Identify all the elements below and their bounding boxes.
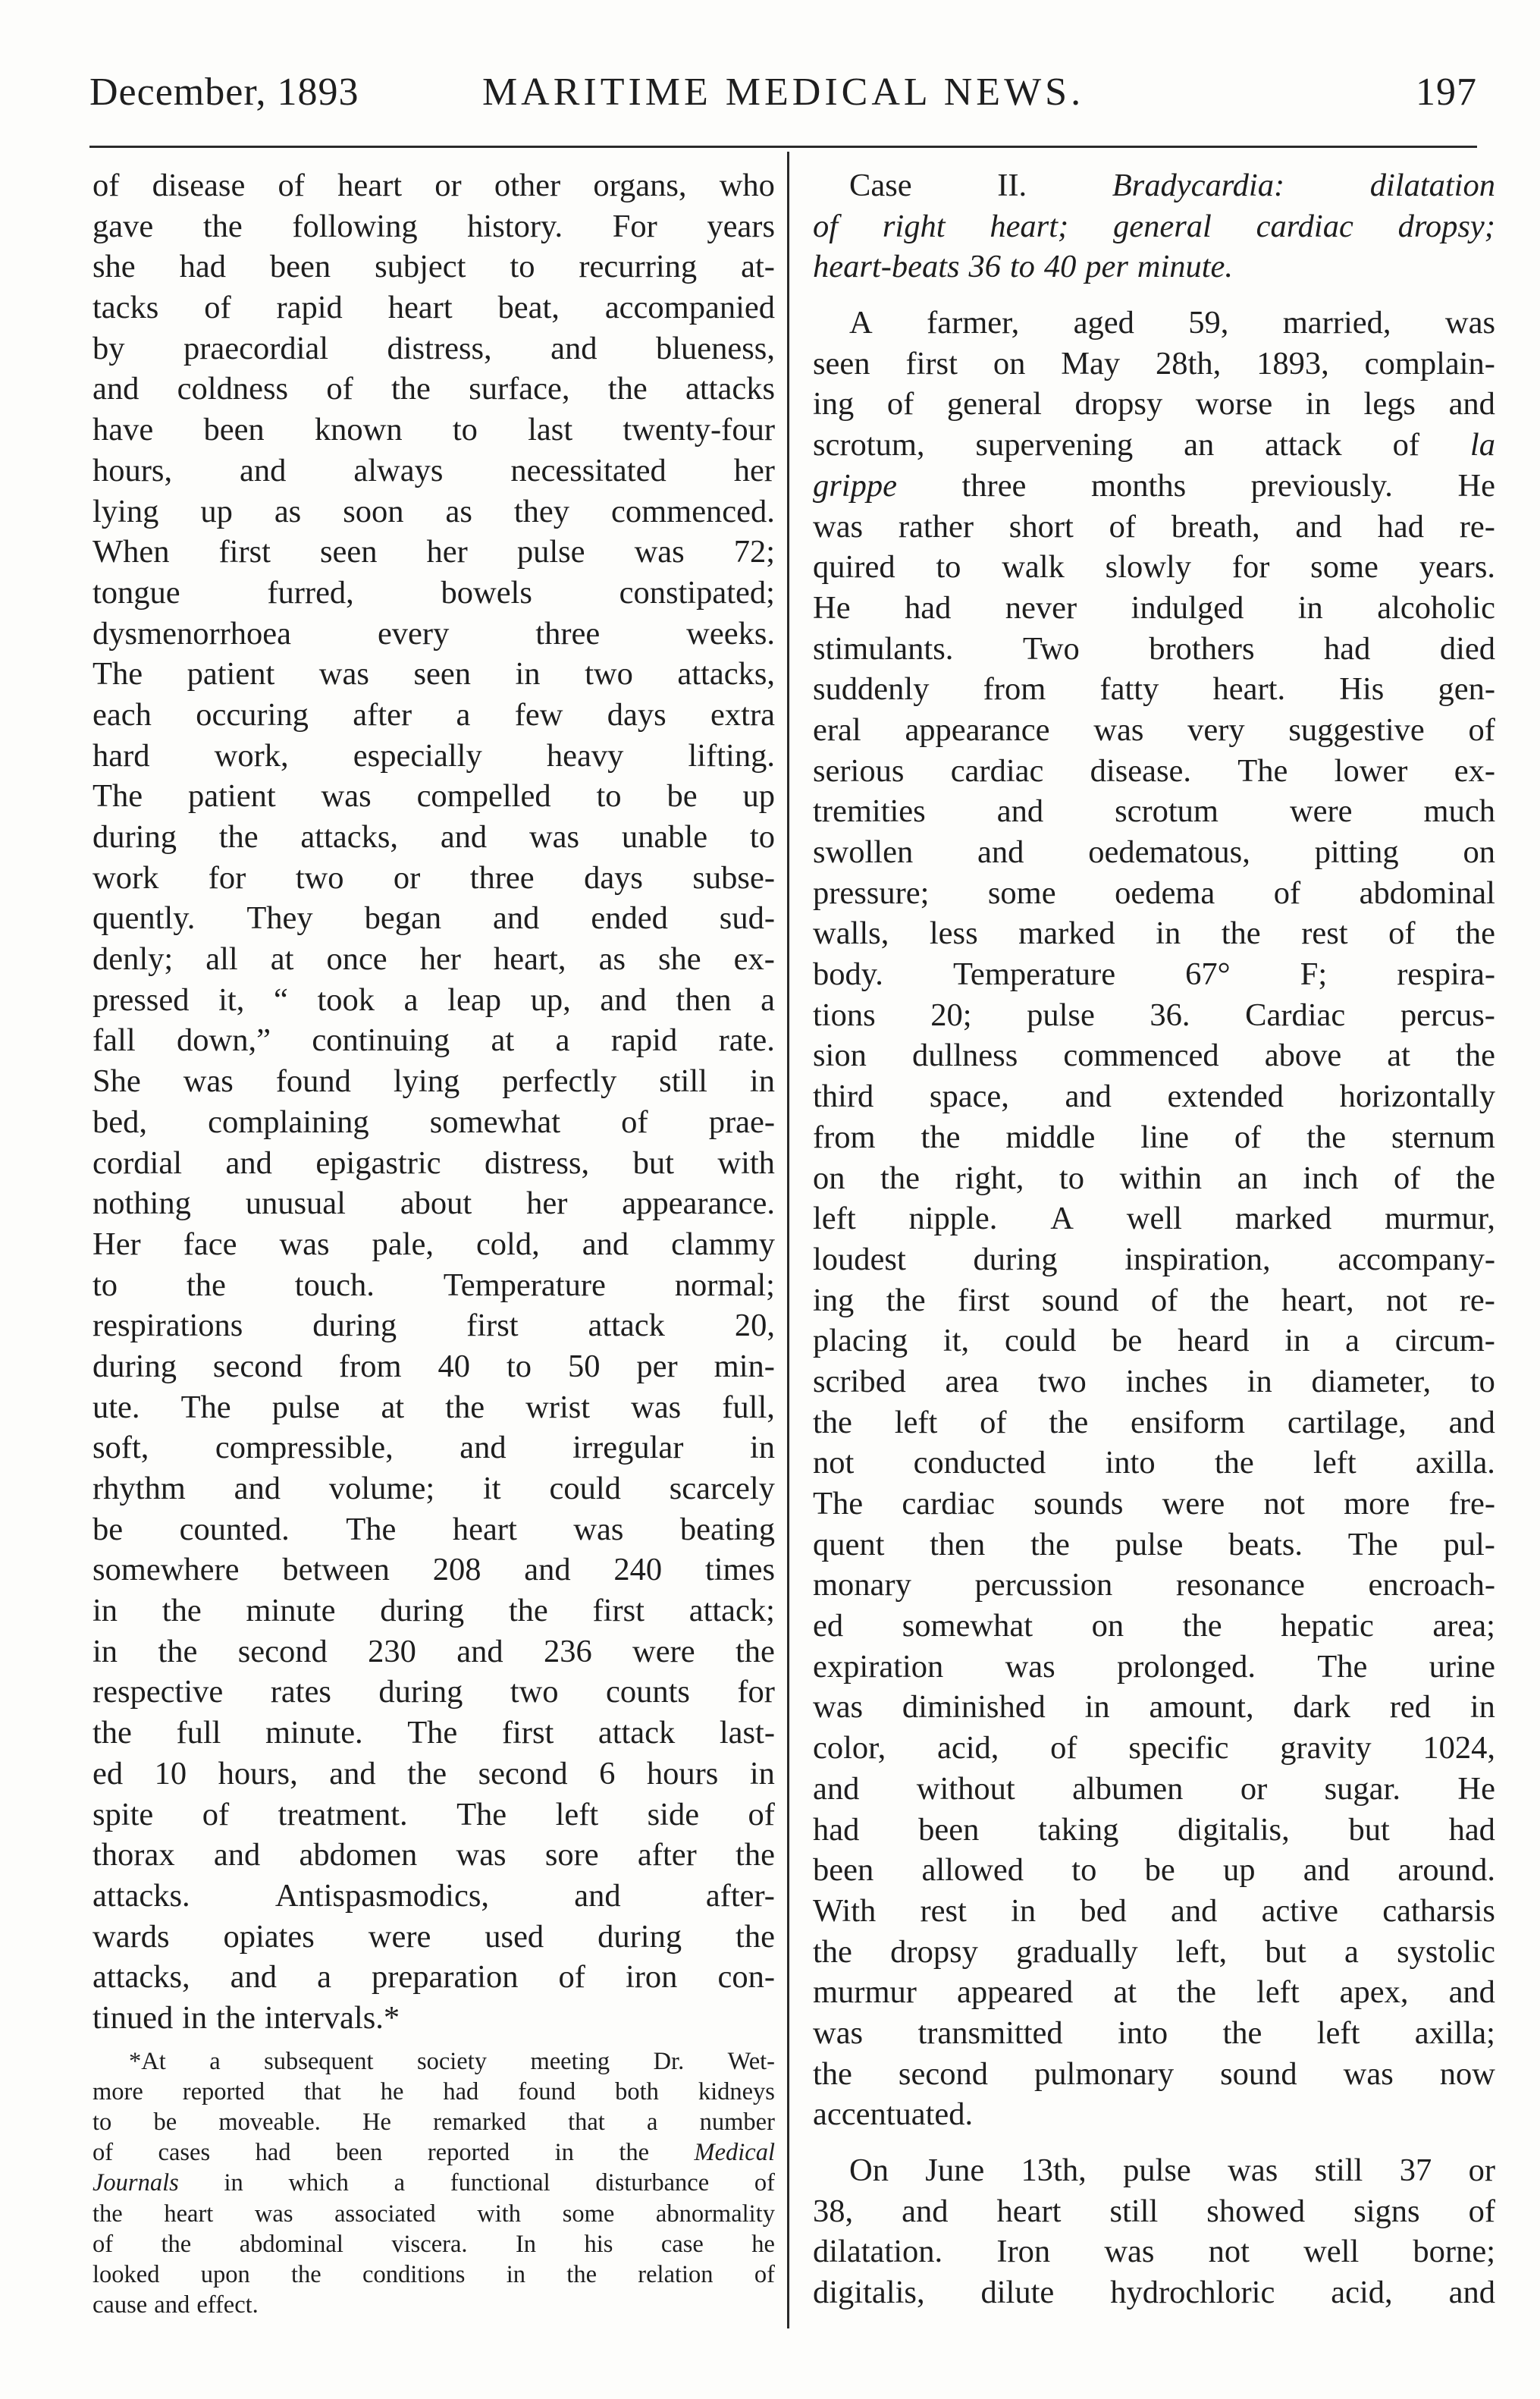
footnote-line: of the abdominal viscera. In his case he [93, 2230, 775, 2258]
body-line: the left of the ensiform cartilage, and [813, 1404, 1495, 1440]
body-line: third space, and extended horizontally [813, 1079, 1495, 1115]
spacer [813, 2135, 1495, 2150]
body-line: nothing unusual about her appearance. [93, 1185, 775, 1222]
footnote [93, 2046, 775, 2321]
body-line: suddenly from fatty heart. His gen- [813, 671, 1495, 708]
left-column [93, 165, 775, 2320]
body-line: rhythm and volume; it could scarcely [93, 1471, 775, 1506]
body-line: The patient was seen in two attacks, [93, 656, 775, 692]
body-line: digitalis, dilute hydrochloric acid, and [813, 2275, 1495, 2311]
body-line: denly; all at once her heart, as she ex- [93, 941, 775, 978]
body-line: each occuring after a few days extra [93, 696, 775, 733]
body-line: With rest in bed and active catharsis [813, 1892, 1495, 1929]
body-line: tremities and scrotum were much [813, 793, 1495, 830]
body-line: the second pulmonary sound was now [813, 2055, 1495, 2092]
body-line: of disease of heart or other organs, who [93, 168, 775, 203]
body-line: work for two or three days subse- [93, 859, 775, 896]
body-line: serious cardiac disease. The lower ex- [813, 752, 1495, 789]
footnote-line: more reported that he had found both kidneys [93, 2077, 775, 2105]
body-line: wards opiates were used during the [93, 1918, 775, 1955]
body-line: was transmitted into the left axilla; [813, 2014, 1495, 2051]
body-line: attacks, and a preparation of iron con- [93, 1959, 775, 1996]
page-number: 197 [1416, 71, 1477, 114]
body-line: He had never indulged in alcoholic [813, 589, 1495, 626]
body-line: The cardiac sounds were not more fre- [813, 1486, 1495, 1521]
issue-date: December, 1893 [89, 71, 359, 114]
body-line: have been known to last twenty-four [93, 412, 775, 448]
column-divider [787, 152, 789, 2328]
body-line: gave the following history. For years [93, 208, 775, 244]
header-rule [89, 146, 1477, 148]
body-line: When first seen her pulse was 72; [93, 534, 775, 570]
journal-title: MARITIME MEDICAL NEWS. [481, 71, 1085, 114]
body-line: bed, complaining somewhat of prae- [93, 1104, 775, 1140]
running-header [89, 70, 1477, 123]
body-line: tacks of rapid heart beat, accompanied [93, 290, 775, 326]
body-line: by praecordial distress, and blueness, [93, 330, 775, 366]
body-line: respective rates during two counts for [93, 1674, 775, 1710]
body-line: tinued in the intervals.* [93, 1999, 400, 2036]
body-line: A farmer, aged 59, married, was [849, 305, 1495, 341]
body-line: ed 10 hours, and the second 6 hours in [93, 1755, 775, 1791]
body-line: lying up as soon as they commenced. [93, 493, 775, 529]
body-line: fall down,” continuing at a rapid rate. [93, 1022, 775, 1059]
body-line: tions 20; pulse 36. Cardiac percus- [813, 997, 1495, 1033]
body-line: 38, and heart still showed signs of [813, 2193, 1495, 2229]
body-line: accentuated. [813, 2096, 974, 2133]
body-line: spite of treatment. The left side of [93, 1796, 775, 1832]
body-line: swollen and oedematous, pitting on [813, 834, 1495, 870]
body-line: tongue furred, bowels constipated; [93, 574, 775, 611]
footnote-line: *At a subsequent society meeting Dr. Wet- [129, 2047, 775, 2075]
body-line: in the second 230 and 236 were the [93, 1633, 775, 1669]
body-line: loudest during inspiration, accompany- [813, 1241, 1495, 1277]
body-line: ing the first sound of the heart, not re- [813, 1282, 1495, 1318]
case-paragraph-1 [813, 303, 1495, 2135]
body-line: from the middle line of the sternum [813, 1119, 1495, 1155]
body-line: quent then the pulse beats. The pul- [813, 1526, 1495, 1562]
body-line: the full minute. The first attack last- [93, 1715, 775, 1751]
body-line: grippe three months previously. He [813, 467, 1495, 504]
body-line: eral appearance was very suggestive of [813, 711, 1495, 748]
body-line: she had been subject to recurring at- [93, 249, 775, 285]
case-paragraph-2 [813, 2150, 1495, 2313]
body-line: hours, and always necessitated her [93, 452, 775, 488]
body-line: expiration was prolonged. The urine [813, 1648, 1495, 1685]
heading-line: of right heart; general cardiac dropsy; [813, 208, 1495, 244]
body-line: and without albumen or sugar. He [813, 1770, 1495, 1807]
body-line: quired to walk slowly for some years. [813, 549, 1495, 586]
footnote-line: to be moveable. He remarked that a number [93, 2109, 775, 2136]
body-line: be counted. The heart was beating [93, 1511, 775, 1547]
body-line: scrotum, supervening an attack of la [813, 427, 1495, 463]
body-line: placing it, could be heard in a circum- [813, 1323, 1495, 1359]
case-heading [813, 165, 1495, 287]
body-line: scribed area two inches in diameter, to [813, 1363, 1495, 1399]
body-line: somewhere between 208 and 240 times [93, 1552, 775, 1588]
left-column-body [93, 165, 775, 2039]
body-line: during second from 40 to 50 per min- [93, 1348, 775, 1384]
body-line: left nipple. A well marked murmur, [813, 1201, 1495, 1237]
body-line: and coldness of the surface, the attacks [93, 371, 775, 407]
body-line: attacks. Antispasmodics, and after- [93, 1877, 775, 1914]
footnote-line: of cases had been reported in the Medical [93, 2139, 775, 2167]
body-line: murmur appeared at the left apex, and [813, 1974, 1495, 2011]
heading-line: heart-beats 36 to 40 per minute. [813, 249, 1234, 285]
body-line: On June 13th, pulse was still 37 or [849, 2153, 1495, 2188]
footnote-line: the heart was associated with some abnormality [93, 2200, 775, 2228]
body-line: been allowed to be up and around. [813, 1852, 1495, 1889]
body-line: walls, less marked in the rest of the [813, 915, 1495, 952]
body-line: dilatation. Iron was not well borne; [813, 2234, 1495, 2270]
body-line: during the attacks, and was unable to [93, 819, 775, 855]
body-line: to the touch. Temperature normal; [93, 1267, 775, 1303]
body-line: cordial and epigastric distress, but with [93, 1145, 775, 1181]
body-line: ed somewhat on the hepatic area; [813, 1608, 1495, 1644]
footnote-line: cause and effect. [93, 2291, 259, 2319]
body-line: in the minute during the first attack; [93, 1593, 775, 1629]
footnote-line: looked upon the conditions in the relation of [93, 2260, 775, 2288]
body-line: dysmenorrhoea every three weeks. [93, 615, 775, 652]
body-line: seen first on May 28th, 1893, complain- [813, 345, 1495, 382]
body-line: color, acid, of specific gravity 1024, [813, 1730, 1495, 1766]
body-line: stimulants. Two brothers had died [813, 630, 1495, 667]
right-column [813, 165, 1495, 2313]
body-line: monary percussion resonance encroach- [813, 1567, 1495, 1603]
body-line: respirations during first attack 20, [93, 1308, 775, 1344]
body-line: The patient was compelled to be up [93, 778, 775, 815]
body-line: had been taking digitalis, but had [813, 1811, 1495, 1848]
body-line: the dropsy gradually left, but a systolic [813, 1933, 1495, 1970]
body-line: sion dullness commenced above at the [813, 1038, 1495, 1074]
spacer [813, 287, 1495, 303]
heading-line: Case II. Bradycardia: dilatation [849, 168, 1495, 203]
body-line: was diminished in amount, dark red in [813, 1689, 1495, 1725]
body-line: not conducted into the left axilla. [813, 1445, 1495, 1481]
footnote-line: Journals in which a functional disturbance of [93, 2169, 775, 2197]
body-line: body. Temperature 67° F; respira- [813, 956, 1495, 993]
body-line: soft, compressible, and irregular in [93, 1430, 775, 1466]
body-line: ing of general dropsy worse in legs and [813, 386, 1495, 422]
body-line: quently. They began and ended sud- [93, 900, 775, 937]
body-line: hard work, especially heavy lifting. [93, 737, 775, 774]
body-line: was rather short of breath, and had re- [813, 508, 1495, 545]
body-line: Her face was pale, cold, and clammy [93, 1226, 775, 1262]
body-line: She was found lying perfectly still in [93, 1063, 775, 1100]
body-line: ute. The pulse at the wrist was full, [93, 1389, 775, 1425]
body-line: pressed it, “ took a leap up, and then a [93, 981, 775, 1018]
body-line: pressure; some oedema of abdominal [813, 875, 1495, 911]
body-line: thorax and abdomen was sore after the [93, 1837, 775, 1873]
body-line: on the right, to within an inch of the [813, 1160, 1495, 1196]
